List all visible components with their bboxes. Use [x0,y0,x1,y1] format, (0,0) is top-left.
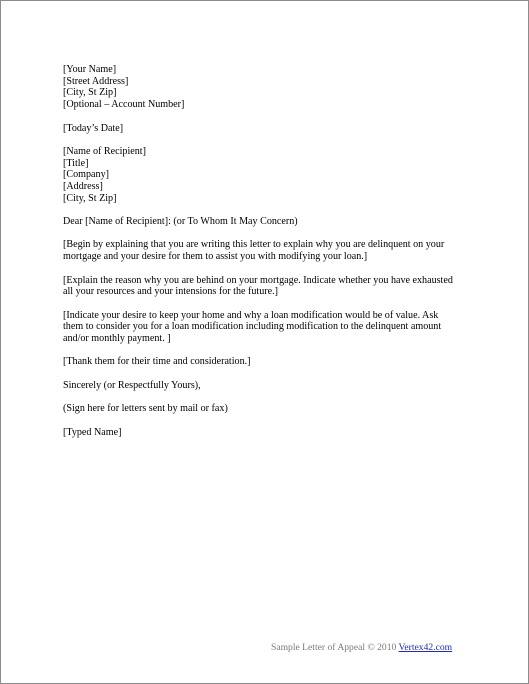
sender-street: [Street Address] [63,75,129,87]
typed-name: [Typed Name] [63,426,122,438]
recipient-address: [Address] [63,181,103,192]
paragraph-1-line-2: mortgage and your desire for them to assist you with modifying your loan.] [63,251,368,263]
sender-city: [City, St Zip] [63,87,117,99]
page-footer [271,642,452,653]
paragraph-3-line-1: [Indicate your desire to keep your home and why a loan modification would be of value. Ask [63,309,439,321]
thanks-line: [Thank them for their time and consideration.] [63,356,251,368]
paragraph-3-line-3: and/or monthly payment. ] [63,333,171,345]
footer-text: Sample Letter of Appeal © 2010 [271,642,399,653]
sender-account: [Optional – Account Number] [63,99,185,111]
paragraph-1-line-1: [Begin by explaining that you are writing this letter to explain why you are delinquent on your [63,239,445,251]
sender-name: [Your Name] [63,64,117,75]
closing-line: Sincerely (or Respectfully Yours), [63,379,201,391]
paragraph-2-line-2: all your resources and your intensions for the future.] [63,286,278,298]
letter-body [63,64,473,438]
footer-link[interactable]: Vertex42.com [398,642,453,653]
recipient-company: [Company] [63,169,109,181]
paragraph-3-line-2: them to consider you for a loan modification including modification to the delinquent amount [63,321,442,333]
recipient-name: [Name of Recipient] [63,145,146,157]
salutation: Dear [Name of Recipient]: (or To Whom It May Concern) [63,216,298,228]
recipient-title: [Title] [63,157,89,169]
letter-date: [Today’s Date] [63,122,124,134]
paragraph-2-line-1: [Explain the reason why you are behind on your mortgage. Indicate whether you have exhausted [63,274,453,286]
recipient-city: [City, St Zip] [63,192,117,204]
signature-note: (Sign here for letters sent by mail or fax) [63,403,228,415]
